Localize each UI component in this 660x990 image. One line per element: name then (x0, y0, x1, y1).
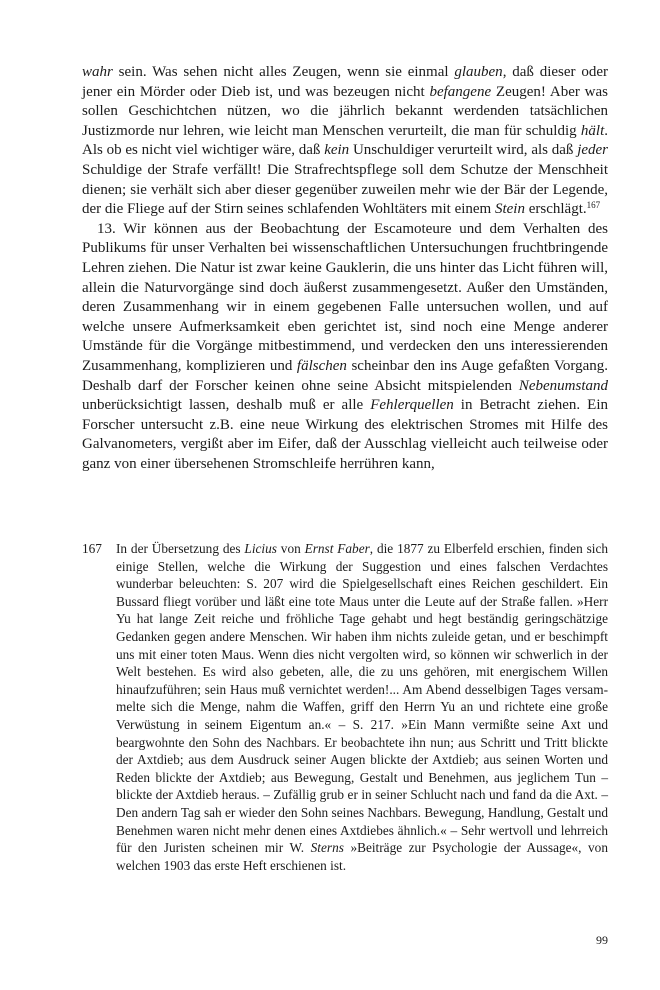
emphasized-text: Stein (494, 201, 525, 218)
text-run: Unschuldiger verurteilt wird, als daß (349, 142, 578, 159)
emphasized-text: befangene (429, 83, 492, 100)
footnote-reference[interactable]: 167 (586, 200, 601, 211)
footnote-number: 167 (82, 541, 102, 556)
text-run: , die 1877 zu Elberfeld erschien, finden sich einige Stellen, welche die Wirkung der Suggestion und eines falschen Verdachtes wunderbar beleuchten: S. 207 wird die Spielgesellschaft eines Reichen geschildert. Ein Bussard fliegt vorüber und läßt eine tote Maus unter die Leute auf der Straße fallen. »Herr Yu hat lange Zeit reiche und fröhliche Tage gehabt und hegt beständig geringschätzige Gedanken gegen andere Menschen. Wir haben ihm nichts zuleide getan, und er beschimpft uns mit einer toten Maus. Wenn dies nicht vergolten wird, so können wir schwerlich in der Welt bestehen. Es wird also gebeten, alle, die zu uns gehören, mit energischem Willen hinaufzuführen; sein Haus muß vernichtet werden!... Am Abend desselbigen Tages versammelte sich die Menge, nahm die Waffen, griff den Herrn Yu an und richtete eine große Verwüstung in seinem Eigentum an.« – S. 217. »Ein Mann vermißte seine Axt und beargwohnte den Sohn des Nachbars. Er beobachtete ihn nun; aus Schritt und Tritt blickte der Axtdieb; aus dem Ausdruck seiner Augen blickte der Axtdieb; aus seinen Worten und Reden blickte der Axtdieb; aus Bewegung, Gestalt und Benehmen, aus jeglichem Tun – blickte der Axtdieb heraus. – Zufällig grub er in seiner Schlucht nach und fand da die Axt. – Den andern Tag sah er wieder den Sohn seines Nachbars. Bewegung, Handlung, Gestalt und Benehmen waren nicht mehr denen eines Axtdiebes ähnlich.« – Sehr wertvoll und lehrreich für den Juristen scheinen mir W. (116, 541, 608, 856)
emphasized-text: jeder (577, 142, 609, 159)
main-text (82, 63, 608, 474)
text-run: von (276, 541, 305, 556)
text-run: scheinbar den ins Auge gefaßten Vorgang. Deshalb darf der Forscher keinen ohne seine Absicht mitspielenden (82, 357, 608, 394)
text-run: sein. Was sehen nicht alles Zeugen, wenn sie einmal (112, 64, 455, 80)
text-run: erschlägt. (524, 201, 587, 218)
emphasized-text: hält (580, 122, 605, 139)
emphasized-text: glauben (454, 64, 503, 80)
emphasized-text: kein (324, 142, 350, 159)
page-number: 99 (596, 933, 608, 947)
emphasized-text: wahr (82, 64, 113, 80)
text-run: »Beiträge zur Psychologie der Aussage«, von welchen 1903 das erste Heft erschienen ist. (116, 840, 608, 873)
text-run: in Betracht ziehen. Ein Forscher untersucht z.B. eine neue Wirkung des elektrischen Stromes mit Hilfe des Galvanometers, vergißt aber im Eifer, daß der Ausschlag vielleicht auch teilweise oder ganz von einer übersehenen Stromschleife herrühren kann, (82, 397, 608, 472)
footnote (82, 540, 608, 874)
text-run: In der Übersetzung des (116, 541, 245, 556)
emphasized-text: fälschen (296, 357, 347, 374)
paragraph-2-runs (82, 221, 608, 472)
text-run: 13. Wir können aus der Beobachtung der Escamoteure und dem Verhalten des Publikums für unser Verhalten bei wissenschaftlichen Untersuchungen fruchtbringende Lehren ziehen. Die Natur ist zwar keine Gauklerin, die uns hinter das Licht führen will, allein die Naturvorgänge sind doch äußerst zusammengesetzt. Außer den Umständen, deren Zusammenhang wir in einem gegebenen Falle untersuchen wollen, und auf welche unsere Aufmerksamkeit eben gerichtet ist, sind noch eine Menge anderer Umstände für die Vorgänge mitbestimmend, und verdecken den uns interessierenden Zusammenhang, komplizieren und (82, 220, 608, 374)
text-run: unberücksichtigt lassen, deshalb muß er alle (82, 397, 371, 414)
text-run: , daß dieser oder jener ein Mörder oder Dieb ist, und was bezeugen nicht (82, 64, 608, 100)
emphasized-text: Licius (244, 541, 277, 556)
paragraph-1-runs (82, 64, 608, 217)
footnote-text (116, 540, 608, 874)
emphasized-text: Sterns (310, 840, 344, 856)
paragraph-1 (82, 63, 608, 220)
emphasized-text: Fehlerquellen (370, 397, 454, 414)
text-run: Schuldige der Strafe verfällt! Die Strafrechtspflege soll dem Schutze der Menschheit dienen; sie verhält sich aber dieser gegenüber zuweilen mehr wie der Bär der Legende, der die Fliege auf der Stirn seines schlafenden Wohltäters mit einem (82, 161, 608, 218)
text-run: Zeugen! Aber was sollen Geschichtchen nützen, wo die jährlich bekannt werdenden tatsächlichen Justizmorde nur lehren, wie leicht man Menschen verurteilt, die man für schuldig (82, 83, 608, 139)
paragraph-2 (82, 220, 608, 475)
emphasized-text: Nebenumstand (518, 377, 608, 394)
text-run: . Als ob es nicht viel wichtiger wäre, daß (82, 122, 608, 159)
emphasized-text: Ernst Faber (304, 541, 370, 556)
